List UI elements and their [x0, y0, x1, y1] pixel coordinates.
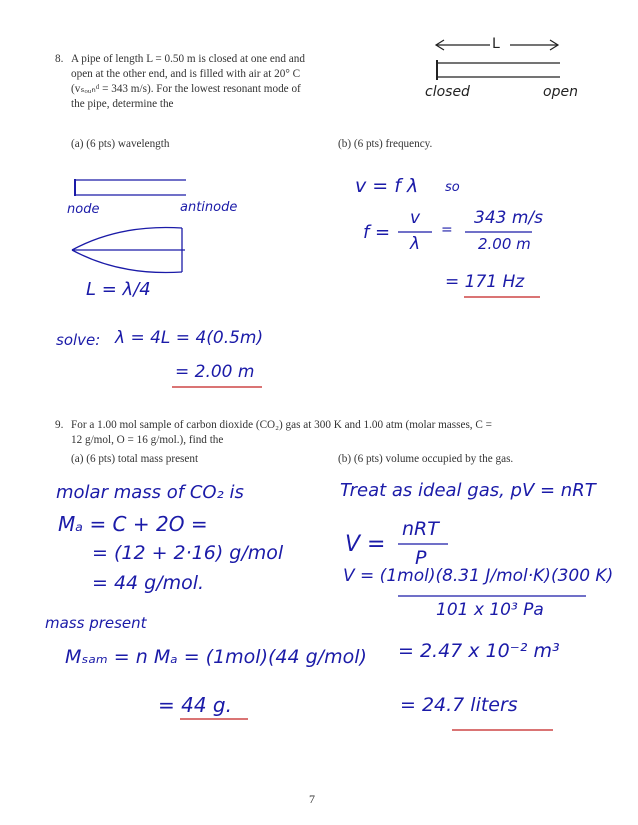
q8b-so: so — [445, 180, 460, 195]
q8a-solve-equation: λ = 4L = 4(0.5m) — [115, 328, 264, 348]
q9a-line-6: Mₛₐₘ = n Mₐ = (1mol)(44 g/mol) — [65, 646, 367, 668]
q8a-node-label: node — [67, 202, 100, 217]
q8-statement-line-4: the pipe, determine the — [71, 98, 174, 110]
q8b-f-equals: f = — [363, 222, 391, 243]
q8b-answer: = 171 Hz — [445, 272, 525, 292]
q8-part-a-label: (a) (6 pts) wavelength — [71, 138, 170, 150]
q8-statement-line-1: A pipe of length L = 0.50 m is closed at one end and — [71, 53, 305, 65]
q9-part-b-label: (b) (6 pts) volume occupied by the gas. — [338, 453, 514, 465]
q9b-line-1: Treat as ideal gas, pV = nRT — [340, 480, 596, 501]
q8a-relation: L = λ/4 — [86, 279, 151, 300]
q8b-equals: = — [441, 222, 453, 238]
q9b-line-4: = 2.47 x 10⁻² m³ — [398, 640, 560, 662]
q8-number: 8. — [55, 53, 64, 65]
q8b-denominator: 2.00 m — [478, 235, 531, 253]
q9-statement — [71, 418, 591, 448]
q9-statement-line-2: 12 g/mol, O = 16 g/mol.), find the — [71, 434, 224, 446]
q8-closed-label: closed — [425, 84, 470, 100]
q9-part-a-label: (a) (6 pts) total mass present — [71, 453, 199, 465]
q8b-lambda-denominator: λ — [410, 234, 421, 254]
q8b-v-numerator: v — [410, 208, 421, 228]
q9b-fraction-denominator: P — [415, 547, 427, 569]
q8-part-b-label: (b) (6 pts) frequency. — [338, 138, 433, 150]
q9a-line-2: Mₐ = C + 2O = — [58, 512, 208, 536]
q9b-line-3-denominator: 101 x 10³ Pa — [436, 600, 544, 620]
q9b-v-equals: V = — [345, 532, 386, 557]
q9a-line-4: = 44 g/mol. — [92, 572, 205, 594]
q9a-line-3: = (12 + 2·16) g/mol — [92, 542, 284, 564]
q8b-wave-equation: v = f λ — [355, 175, 419, 197]
q9a-line-5: mass present — [45, 614, 147, 632]
q9b-answer: = 24.7 liters — [400, 694, 518, 716]
q9a-answer: = 44 g. — [158, 693, 232, 717]
q8-open-label: open — [543, 84, 578, 100]
q8a-antinode-label: antinode — [180, 200, 238, 215]
q8-length-label: L — [492, 36, 500, 52]
q8-statement-line-2: open at the other end, and is filled with air at 20° C — [71, 68, 301, 80]
q8-statement-line-3: (vₛₒᵤₙᵈ = 343 m/s). For the lowest resonant mode of — [71, 83, 301, 95]
q8a-answer: = 2.00 m — [175, 362, 255, 382]
q9-number: 9. — [55, 419, 64, 431]
page-number: 7 — [309, 792, 315, 806]
q9-statement-line-1: For a 1.00 mol sample of carbon dioxide (CO₂) gas at 300 K and 1.00 atm (molar masses, C = — [71, 419, 492, 431]
q9a-line-1: molar mass of CO₂ is — [56, 482, 244, 503]
q9b-line-3: V = (1mol)(8.31 J/mol·K)(300 K) — [343, 566, 614, 586]
q8b-numerator: 343 m/s — [474, 208, 543, 228]
q9b-fraction-numerator: nRT — [402, 518, 439, 540]
q8a-solve-label: solve: — [56, 331, 101, 349]
